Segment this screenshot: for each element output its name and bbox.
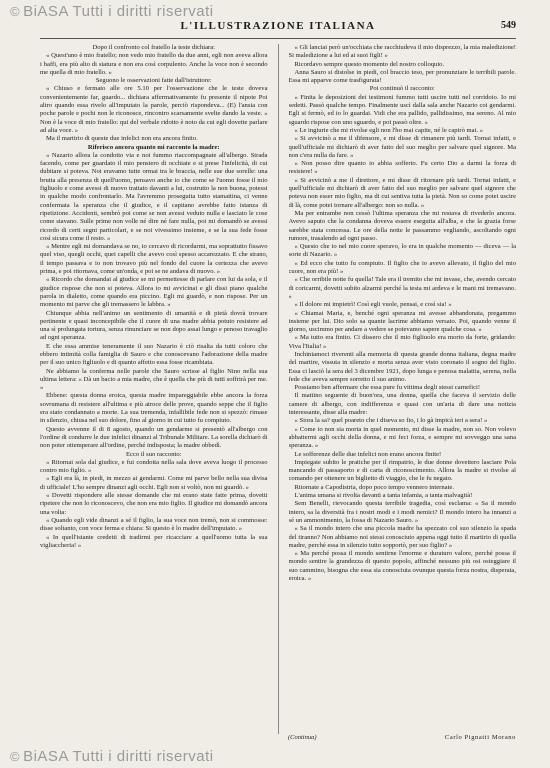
paragraph: « Chiamai Maria, e, benché ogni speranza mi avesse abbandonata, pregammo insieme per lui. Dio solo sa quante lacrime abbiamo versato. Poi, quando venne il giorno, uscimmo per andare a vedere se potevamo sapere qualche cosa. » <box>288 309 516 334</box>
continued-note: (Continua) <box>288 734 317 741</box>
paragraph: « Siora la sa? quel poareto che i diseva so fio, i lo gà impicà ieri a sera! » <box>294 417 488 425</box>
paragraph: « Egli era là, in piedi, in mezzo ai gendarmi. Come mi parve bello nella sua divisa di ufficiale! L'ho sempre dinanzi agli occhi. Egli non si voltò, non mi guardò. » <box>40 475 268 491</box>
paragraph: « Dovetti rispondere alle stesse domande che mi erano state fatte prima, dovetti ripetere che non lo riconoscevo, che non era mio figlio. Il giudice mi domandò ancora una volta: <box>40 492 268 516</box>
left-column <box>40 44 268 734</box>
paragraph: « Ritornai sola dal giudice, e fui condotta nella sala dove aveva luogo il processo contro mio figlio. » <box>40 458 268 475</box>
author-signature: Carlo Pignatti Morano <box>444 734 516 741</box>
paragraph: « Ma perché possa il mondo sentirne l'enorme e duraturo valore, perché possa il mondo sentire la grandezza di questo popolo, affinché nessuno più osi osteggiare il suo cammino, bisogna che essa sia conosciuta ovunque questa forza nostra, disperata, eroica. » <box>288 550 516 582</box>
paragraph: Ma il martirio di queste due infelici non era ancora finito. <box>46 135 198 143</box>
magazine-title: L'ILLUSTRAZIONE ITALIANA <box>180 20 376 32</box>
paragraph: Le sofferenze delle due infelici non erano ancora finite! <box>294 450 442 458</box>
paragraph: « Si avvicinò a me il direttore, e mi disse di ritornare più tardi. Tornai infatti, e quell'ufficiale mi dichiarò di aver fatto del suo meglio per salvare quel signore che poteva non esser mio figlio, ma di cui sentiva tutta la pietà. Non so come potei uscire di là, come potei tornare all'albergo: non so nulla. » <box>288 176 516 209</box>
paragraph: « Come io non sia morta in quel momento, mi disse la madre, non so. Non volevo abbattermi agli occhi della donna, e mi feci forza, e sempre mi sovveggo una sana speranza. » <box>288 425 516 450</box>
paragraph: « Mentre egli mi domandava se no, io cercavo di ricordarmi, ma soprattutto fissavo quel viso, quegli occhi, quei capelli che avevo così spesso accarezzato. E che strano, il tempo passava e io non trovavo più nel fondo del cuore la certezza che avevo prima, e poi ritornava, come un'onda, e poi se ne andava di nuovo. » <box>40 243 268 276</box>
paragraph: « Gli lanciai però un'occhiata che racchiudeva il mio disprezzo, la mia maledizione! Si maledizione a lui ed ai suoi figli! » <box>288 44 516 60</box>
paragraph: « Si avvicinò a me il difensore, e mi disse di rimanere più tardi. Tornai infatti, e quell'ufficiale mi dichiarò di aver fatto del suo meglio per salvare quel signore. Ma non c'era nulla da fare. » <box>288 135 516 159</box>
paragraph: Ricordavo sempre questo momento del nostro colloquio. <box>294 60 445 68</box>
page-number: 549 <box>501 20 516 31</box>
paragraph: Ebbene: questa donna eroica, questa madre impareggiabile ebbe ancora la forza sovrumana di resistere all'ultima e più atroce delle prove, quando seppe che il figlio era stato condannato a morte. La sua tremenda, infallibile fede non si spezzò: rimase in silenzio, chiusa nel suo dolore, fino al giorno in cui tutto fu compiuto. <box>40 392 268 425</box>
paragraph: Inchiniamoci riverenti alla memoria di questa grande donna italiana, degna madre del martire, vissuta in silenzio e morta senza aver visto coronato il sogno del figlio. Essa ci lasciò la sera del 3 dicembre 1921, dopo lunga e penosa malattia, serena, nella fede che aveva sempre sorretto il suo animo. <box>288 350 516 383</box>
watermark-top <box>10 3 214 20</box>
paragraph: « Non posso dire quanto io abbia sofferto. Fu certo Dio a darmi la forza di resistere! » <box>288 160 516 176</box>
paragraph: « Chiuso e fermato alle ore 5.10 per l'osservazione che le teste doveva convenientemente far, guardo... dichiara affermativamente fu presente il nipote Poi altro quando essa rivelo all'imputato la parole, perciò rispondeva... (E) l'ansia con poche parole e pochi non le riconosce, rincontro scarsamente svelte dando la veste. » Non è la voce di mio fratello: qui del verbale ridotto è noto da cui egli dovette parlare ad alta voce. » <box>40 85 268 134</box>
paragraph: Possiamo ben affermare che essa pure fu vittima degli stessi carnefici! <box>294 384 481 392</box>
paragraph: E che essa ammise teneramente il suo Nazario è ciò risalta da tutti coloro che ebbero intimità colla famiglia di Sauro e che conoscevano l'adorazione della madre per il suo unico figliuolo e di quanto affetto essa fosse ricambiata. <box>40 342 268 367</box>
paragraph: « Sa il mondo intero che una piccola madre ha spezzato col suo silenzio la spada del tiranno? Non abbiamo noi stessi conosciuto appena oggi tutto il martirio di quella madre, perché essa in silenzio tutto sopportò, per suo figlio? » <box>288 525 516 549</box>
page-header <box>40 20 516 38</box>
paragraph: Ecco il suo racconto: <box>126 450 182 458</box>
paragraph: « Il dolore mi impietrì! Così egli vuole, pensai, e così sia! » <box>294 301 452 309</box>
column-divider <box>278 44 279 734</box>
paragraph: « Nazario allora la condotto via e noi fummo riaccompagnate all'albergo. Strada facendo, come per guardato il mio pensiero di occhiate e si prese l'infelicità, di cui dubitare si poteva. Noi eravamo tutte ormai tra le braccia, nelle sue due sorelle: una brutta alla presenza di quell'uomo, pensavo anche io che come se l'uomo fosse il mio figliuolo e come avessi di nuovo trattato davanti a lui, costrutto la non buona, potessi in qualche modo confrontarlo. Ma l'avremmo proseguita tutto stamattina, ci venne confermata la speranza che il giudice, e il capitano avrebbe fatto istanza di ripetizione. Accidenti, sembrò poi come se non avessi veduto nulla e lasciato le cose come stavano. Sulle prime non volle né dire né fare nulla, poi mi domandò se avessi ricordo di certi segni particolari, e se noi vivessimo insieme, e se la sua fede fosse così sicura come il resto. » <box>40 151 268 242</box>
paragraph: « In quell'istante credetti di tradirmi per ricacciare a quell'uomo tutta la sua vigliaccheria! » <box>40 533 268 549</box>
paragraph: Ne abbiamo la conferma nelle parole che Sauro scrisse al figlio Nino nella sua ultima lettera: « Dà un bacio a mia madre, che è quella che più di tutti soffrirà per me. » <box>40 367 268 392</box>
paragraph: Impiegate subito le pratiche per il rimpatrio, le due donne dovettero lasciare Pola mancando di passaporto e di carta di riconoscimento. Allora la madre si rivolse al comando per ottenere un biglietto di viaggio, che le fu negato. <box>288 458 516 483</box>
paragraph: Ma per entrambe non cessò l'ultima speranza che mi restava di rivederlo ancora. Avevo saputo che la condanna doveva essere eseguita all'alba, e che la grazia forse sarebbe stata concessa. Le ore della notte le passammo vegliando, ascoltando ogni rumore, trasalendo ad ogni passo. <box>288 209 516 242</box>
watermark-text: BiASA Tutti i diritti riservati <box>23 3 214 20</box>
paragraph: Sem Benelli, rievocando questa terribile tragedia, così esclama: « Sa il mondo intero, sa la diversità fra i nostri modi e i modi nemici? Il mondo intero ha innanzi a sé un ammonimento, la fossa di Nazario Sauro. » <box>288 500 516 524</box>
paragraph: Riferisco ancora quanto mi racconto la madre: <box>87 143 220 151</box>
library-logo-icon: © <box>10 749 21 764</box>
watermark-bottom <box>10 748 214 765</box>
paragraph: « Quest'uno è mio fratello; non vedo mio fratello da due anni, egli non aveva allora i baffi, era più alto di statura e non era così corpulento. Anche la voce non è secondo me quella di mio fratello. » <box>40 52 268 76</box>
paragraph: « Ma tutto era finito. Ci dissero che il mio figliuolo era morto da forte, gridando: Viva l'Italia! » <box>288 334 516 350</box>
paragraph: « Che orribile notte fu quella! Tale era il tremito che mi invase, che, avendo cercato di coricarmi, dovetti subito alzarmi perché la testa mi ardeva e le mani mi tremavano. » <box>288 276 516 300</box>
paragraph: Seguono le osservazioni fatte dall'istruttore: <box>95 77 212 85</box>
paragraph: « Ed ecco che tutto fu compiuto. Il figlio che io avevo allevato, il figlio del mio cuore, non era più! » <box>288 259 516 276</box>
paragraph: Il mattino seguente di buon'ora, una donna, quella che faceva il servizio delle camere di albergo, con indifferenza e quasi con un'aria di dare una notizia interessante, disse alla madre: <box>288 392 516 417</box>
paragraph: Anna Sauro si distolse in piedi, col braccio teso, per pronunziare le terribili parole. Essa mi apparve come trasfigurata! <box>288 68 516 85</box>
article-body <box>40 44 516 734</box>
paragraph: « Finita le deposizioni dei testimoni fummo tutti uscire tutti nel corridoio. Io mi sedetti. Passò qualche tempo. Finalmente uscì dalla sala anche Nazario coi gendarmi. Egli si fermò, ed io lo guardai. Vidi che era pallido, pallidissimo, ma sereno. Al mio sguardo rispose con uno sguardo, e poi passò oltre. » <box>288 93 516 126</box>
watermark-text: BiASA Tutti i diritti riservati <box>23 748 214 765</box>
paragraph: Questo avvenne il di 8 agosto, quando un gendarme si presentò all'albergo con l'ordine di condurre le due infelici dinanzi al Tribunale Militare. La sorella dichiarò di non poter ottemperare all'ordine, perché indisposta; la madre obbedì. <box>40 425 268 450</box>
paragraph: « Questo che io nel mio cuore speravo, lo era in qualche momento — diceva — la sorte di Nazario. » <box>288 243 516 259</box>
paragraph: Poi continuò il racconto: <box>369 85 435 93</box>
paragraph: Ritornate a Capodistria, dopo poco tempo vennero internate. <box>294 483 454 491</box>
header-rule <box>40 38 516 39</box>
paragraph: « Ricordo che domandai al giudice se mi permettesse di parlare con lui da sola, e il giudice rispose che non si poteva. Allora io mi avvicinai e gli dissi piano qualche parola in dialetto, come quando era piccino. Egli mi guardò, e non rispose. Per un momento mi parve che gli tremassero le labbra. » <box>40 276 268 309</box>
paragraph: « Le ingiurie che mi rivolse egli non l'ho mai capite, né le capirò mai. » <box>294 126 484 134</box>
paragraph: Dopo il confronto col fratello la teste dichiara: <box>92 44 215 51</box>
paragraph: Chiunque abbia nell'animo un sentimento di umanità e di pietà dovrà trovare pertinente e quasi inconcepibile che il cuore di una madre abbia potuto resistere ad una sì prolungata tortura, senza rinunciare se non dopo assai lungo e penoso travaglio ad ogni speranza. <box>40 309 268 342</box>
article-footer <box>288 734 516 741</box>
library-logo-icon: © <box>10 4 21 19</box>
paragraph: « Quando egli vide dinanzi a sé il figlio, la sua voce non tremò, non si commosse: disse soltanto, con voce ferma e chiara: Si questo è lo madre dell'imputato. » <box>40 516 268 533</box>
paragraph: L'anima umana si rivolta davanti a tanta infamia, a tanta malvagità! <box>294 492 473 500</box>
right-column <box>289 44 517 734</box>
